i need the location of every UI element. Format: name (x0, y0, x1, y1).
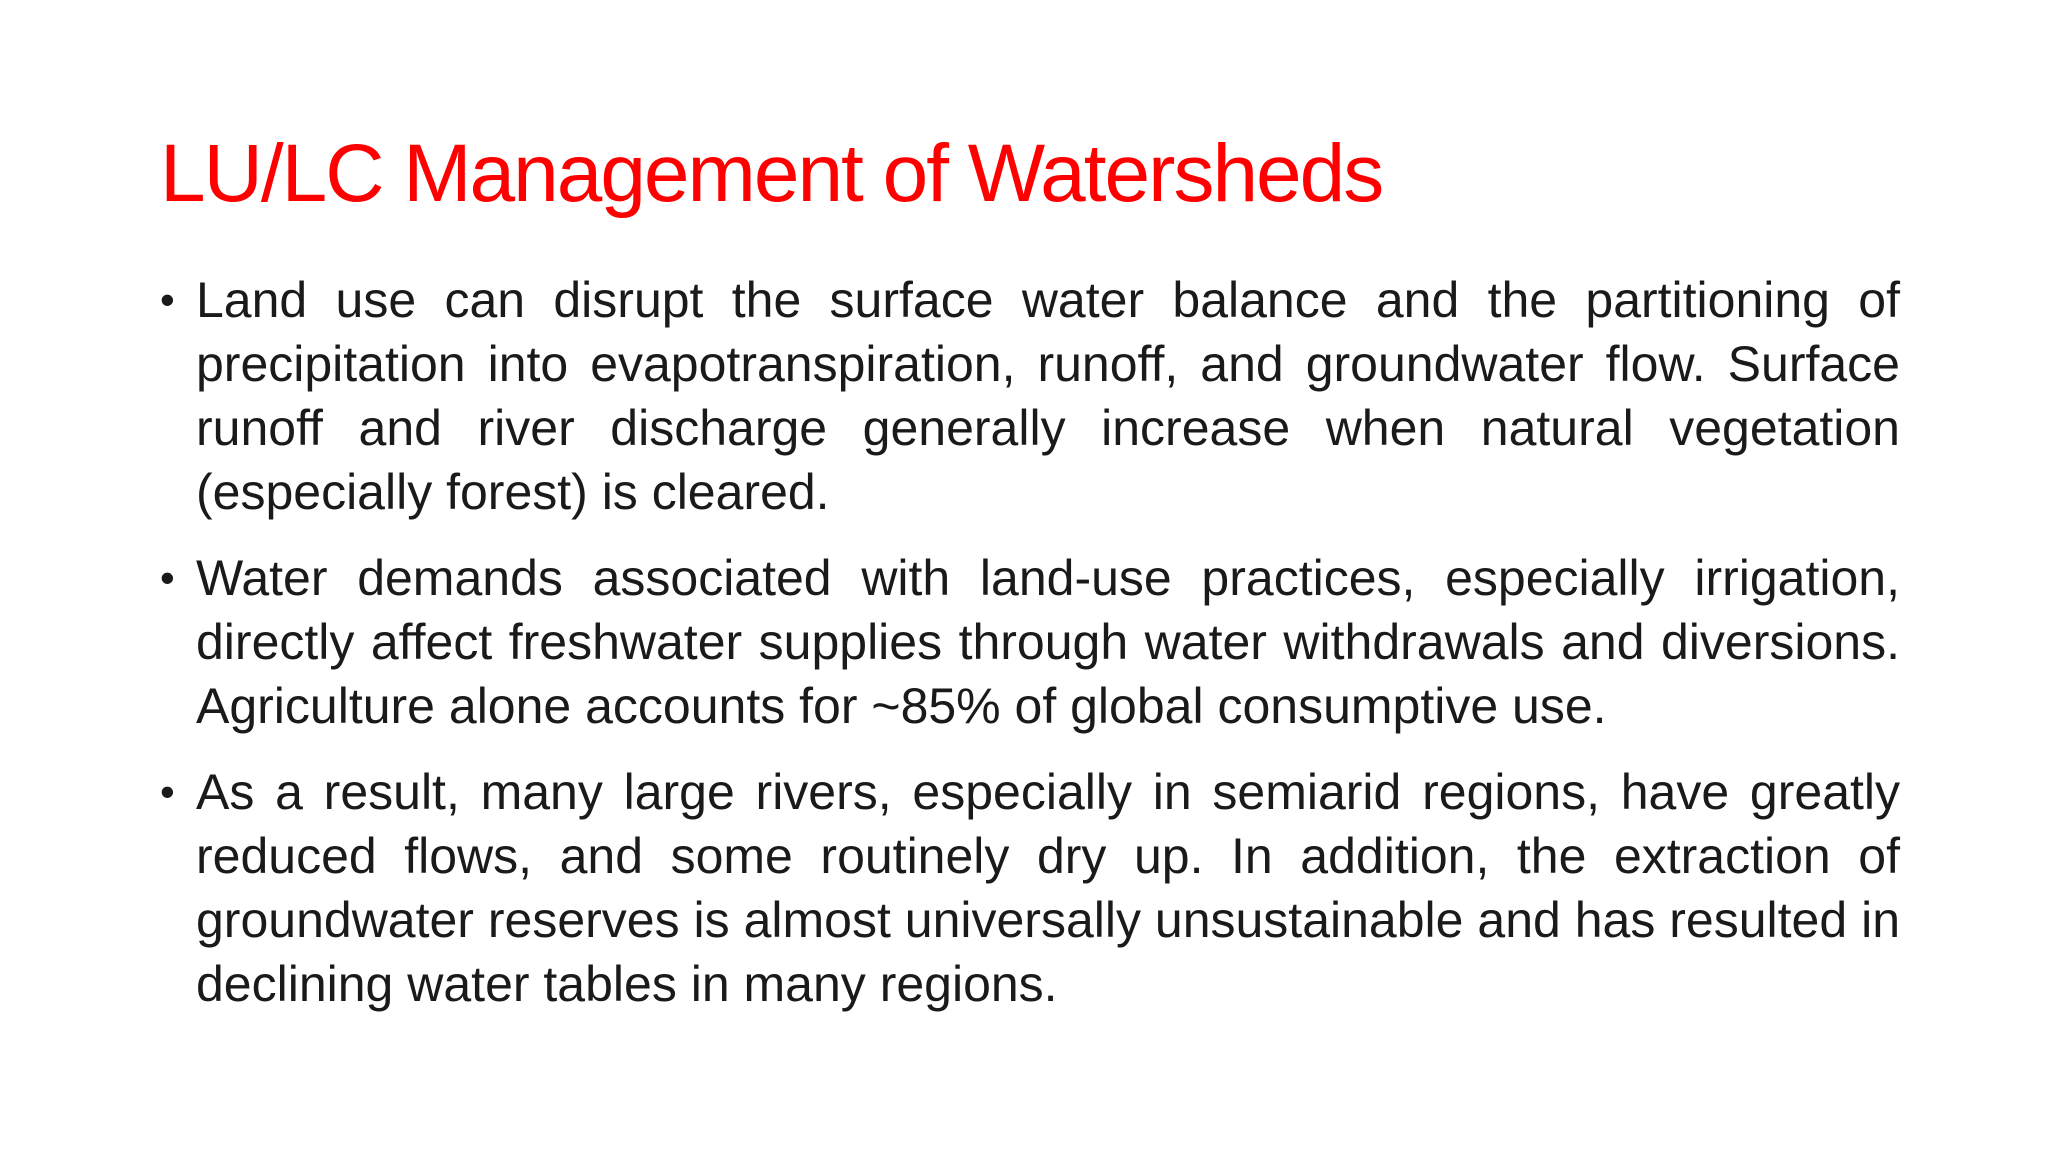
bullet-text: As a result, many large rivers, especially in semiarid regions, have greatly reduced flows, and some routinely dry up. In addition, the extraction of groundwater reserves is almost universally unsustainable and has resulted in declining water tables in many regions. (196, 764, 1900, 1012)
bullet-item (160, 760, 1900, 1016)
bullet-dot-icon: • (160, 276, 175, 323)
slide-title: LU/LC Management of Watersheds (160, 128, 1383, 219)
bullet-list (160, 268, 1900, 1038)
bullet-item (160, 268, 1900, 524)
bullet-text: Water demands associated with land-use practices, especially irrigation, directly affect freshwater supplies through water withdrawals and diversions. Agriculture alone accounts for ~85% of global consumptive use. (196, 550, 1900, 734)
bullet-dot-icon: • (160, 554, 175, 601)
bullet-item (160, 546, 1900, 738)
bullet-text: Land use can disrupt the surface water balance and the partitioning of precipitation into evapotranspiration, runoff, and groundwater flow. Surface runoff and river discharge generally increase when natural vegetation (especially forest) is cleared. (196, 272, 1900, 520)
bullet-dot-icon: • (160, 768, 175, 815)
